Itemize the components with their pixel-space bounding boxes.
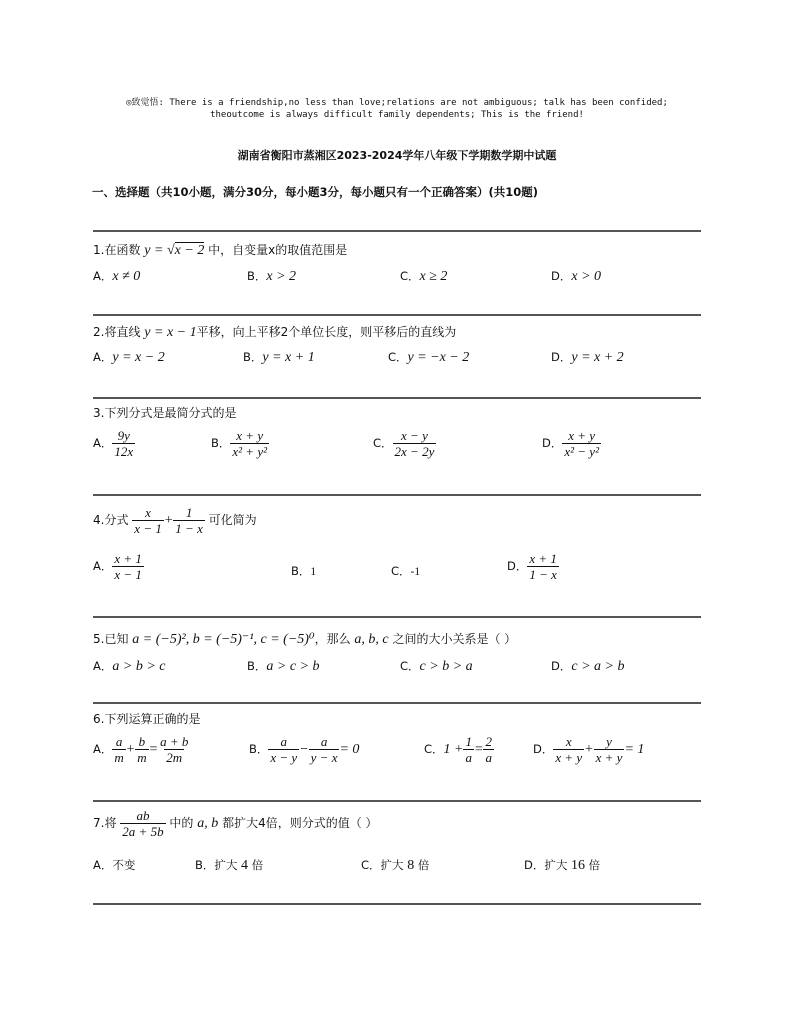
q1-option-a[interactable]: A．x ≠ 0 (93, 269, 141, 284)
q2-expression: y = x − 1 (144, 325, 197, 340)
question-1: 1.在函数 y = √x − 2 中，自变量x的取值范围是 (93, 243, 348, 258)
q2-option-d[interactable]: D．y = x + 2 (551, 350, 624, 365)
divider (93, 616, 701, 618)
divider (93, 903, 701, 905)
section-heading: 一、选择题（共10小题，满分30分，每小题3分，每小题只有一个正确答案）(共10题) (92, 185, 539, 199)
q6-option-b[interactable]: B． $\frac{a}{x - y}$ − $\frac{a}{y - x}$ = 0 (249, 734, 360, 765)
q6-option-d[interactable]: D． $\frac{x}{x + y}$ + $\frac{y}{x + y}$ = 1 (533, 734, 645, 765)
q4-option-a[interactable]: A． $\frac{x + 1}{x - 1}$ (93, 551, 142, 582)
divider (93, 800, 701, 802)
q4-option-c[interactable]: C．-1 (391, 564, 421, 578)
divider (93, 397, 701, 399)
q5-option-a[interactable]: A．a > b > c (93, 659, 166, 674)
q3-option-d[interactable]: D． $\frac{x + y}{\text{x² − y²}}$ (542, 428, 599, 459)
divider (93, 314, 701, 316)
q5-expression: a = (−5)², b = (−5)⁻¹, c = (−5)⁰ (132, 632, 315, 647)
question-3: 3.下列分式是最简分式的是 (93, 406, 237, 420)
q1-option-d[interactable]: D．x > 0 (551, 269, 602, 284)
q6-option-c[interactable]: C．1 + $\frac{1}{a}$ = $\frac{2}{a}$ (424, 734, 492, 765)
divider (93, 230, 701, 232)
question-7: 7.将 $\frac{ab}{2a + 5b}$ 中的 a, b 都扩大4倍，则分式的值（ ） (93, 808, 378, 839)
question-6: 6.下列运算正确的是 (93, 712, 201, 726)
q1-option-c[interactable]: C．x ≥ 2 (400, 269, 448, 284)
q5-option-c[interactable]: C．c > b > a (400, 659, 473, 674)
q7-option-d[interactable]: D．扩大 16 倍 (524, 858, 601, 873)
q3-option-b[interactable]: B． $\frac{x + y}{\text{x² + y²}}$ (211, 428, 267, 459)
q4-option-d[interactable]: D． $\frac{x + 1}{1 - x}$ (507, 551, 557, 582)
q3-option-a[interactable]: A． $\frac{9y}{12x}$ (93, 428, 134, 459)
q1-expression: y = √x − 2 (144, 243, 205, 258)
question-2: 2.将直线 y = x − 1平移，向上平移2个单位长度，则平移后的直线为 (93, 325, 457, 340)
q2-option-a[interactable]: A．y = x − 2 (93, 350, 165, 365)
divider (93, 494, 701, 496)
q7-option-a[interactable]: A．不变 (93, 858, 136, 872)
q7-option-c[interactable]: C．扩大 8 倍 (361, 858, 430, 873)
q5-option-d[interactable]: D．c > a > b (551, 659, 625, 674)
question-5: 5.已知 a = (−5)², b = (−5)⁻¹, c = (−5)⁰，那么 a, b, c 之间的大小关系是（ ） (93, 632, 517, 647)
q5-option-b[interactable]: B．a > c > b (247, 659, 320, 674)
divider (93, 702, 701, 704)
q3-option-c[interactable]: C． $\frac{x - y}{2x - 2y}$ (373, 428, 435, 459)
q1-option-b[interactable]: B．x > 2 (247, 269, 297, 284)
q2-option-b[interactable]: B．y = x + 1 (243, 350, 315, 365)
question-4: 4.分式 $\frac{x}{x - 1}$ + $\frac{1}{1 - x}$ 可化简为 (93, 505, 257, 536)
q7-option-b[interactable]: B．扩大 4 倍 (195, 858, 264, 873)
q6-option-a[interactable]: A． $\frac{a}{m}$ + $\frac{b}{m}$ = $\frac{a + b}{2m}$ (93, 734, 189, 765)
motto-line-1: ◎致觉悟: There is a friendship,no less than love;relations are not ambiguous; talk has been confided; (126, 98, 668, 108)
page-title: 湖南省衡阳市蒸湘区2023-2024学年八年级下学期数学期中试题 (237, 149, 557, 162)
q2-option-c[interactable]: C．y = −x − 2 (388, 350, 470, 365)
q4-option-b[interactable]: B．1 (291, 564, 317, 578)
motto-line-2: theoutcome is always difficult family dependents; This is the friend! (210, 110, 584, 120)
